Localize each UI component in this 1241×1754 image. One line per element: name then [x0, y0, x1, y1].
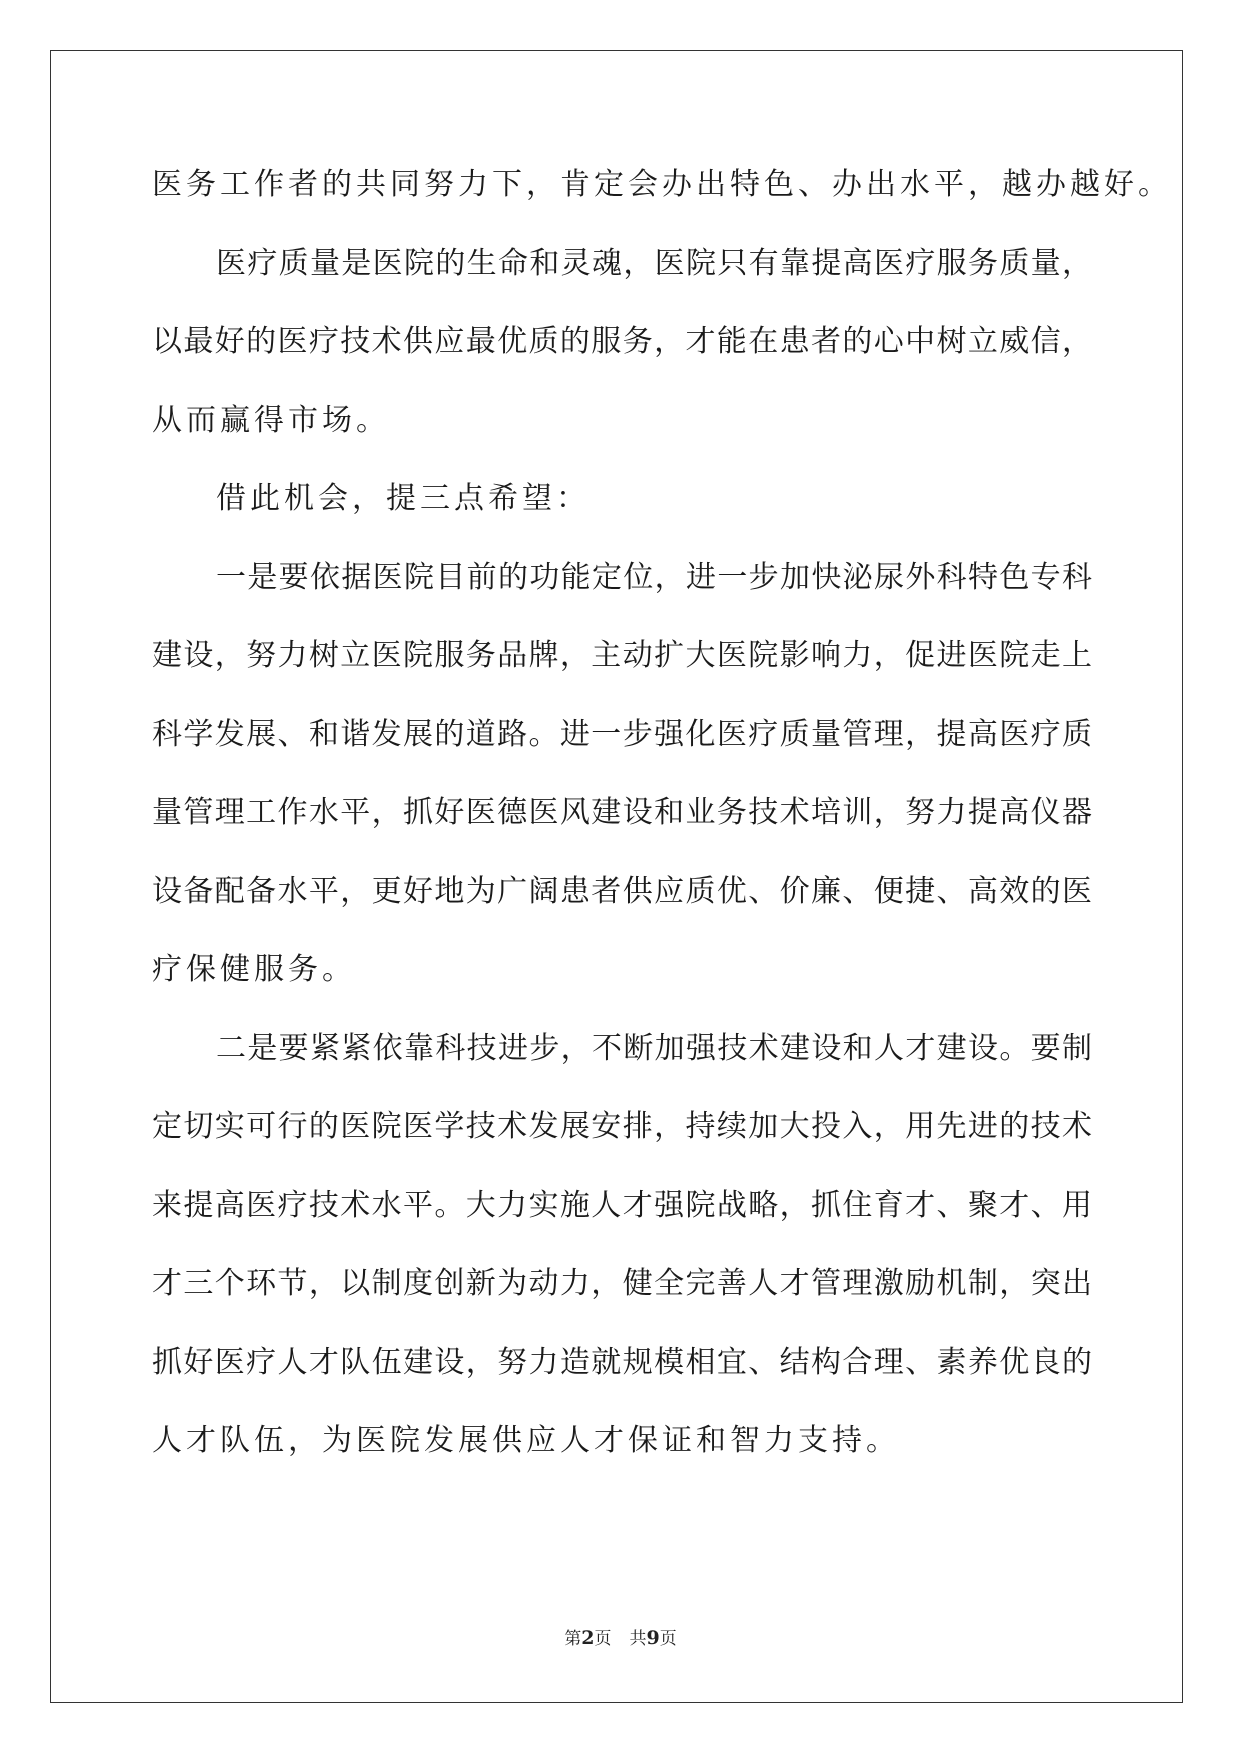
- text-line: 定切实可行的医院医学技术发展安排，持续加大投入，用先进的技术: [152, 1109, 1092, 1144]
- text-line: 以最好的医疗技术供应最优质的服务，才能在患者的心中树立威信，: [152, 324, 1092, 359]
- page-footer: [0, 1627, 1241, 1650]
- text-line: 借此机会，提三点希望：: [216, 481, 590, 516]
- page-prefix: 第: [564, 1629, 582, 1649]
- text-line: 量管理工作水平，抓好医德医风建设和业务技术培训，努力提高仪器: [152, 795, 1092, 830]
- text-line: 二是要紧紧依靠科技进步，不断加强技术建设和人才建设。要制: [216, 1030, 1092, 1066]
- text-line: 医务工作者的共同努力下，肯定会办出特色、办出水平，越办越好。: [152, 167, 1172, 202]
- text-line: 人才队伍，为医院发展供应人才保证和智力支持。: [152, 1423, 900, 1458]
- text-line: 来提高医疗技术水平。大力实施人才强院战略，抓住育才、聚才、用: [152, 1187, 1092, 1223]
- document-body: [152, 162, 1172, 1497]
- total-suffix: 页: [659, 1629, 677, 1649]
- page-current: 2: [581, 1627, 595, 1649]
- text-line: 一是要依据医院目前的功能定位，进一步加快泌尿外科特色专科: [216, 559, 1092, 595]
- page-suffix: 页: [594, 1629, 612, 1649]
- text-line: 设备配备水平，更好地为广阔患者供应质优、价廉、便捷、高效的医: [152, 873, 1092, 909]
- text-line: 建设，努力树立医院服务品牌，主动扩大医院影响力，促进医院走上: [152, 638, 1092, 673]
- text-line: 抓好医疗人才队伍建设，努力造就规模相宜、结构合理、素养优良的: [152, 1344, 1092, 1380]
- text-line: 疗保健服务。: [152, 952, 356, 987]
- total-prefix: 共: [629, 1629, 647, 1649]
- text-line: 才三个环节，以制度创新为动力，健全完善人才管理激励机制，突出: [152, 1266, 1092, 1301]
- text-line: 从而赢得市场。: [152, 402, 390, 438]
- text-line: 医疗质量是医院的生命和灵魂，医院只有靠提高医疗服务质量，: [216, 245, 1092, 281]
- text-line: 科学发展、和谐发展的道路。进一步强化医疗质量管理，提高医疗质: [152, 716, 1092, 752]
- page-total: 9: [646, 1627, 660, 1649]
